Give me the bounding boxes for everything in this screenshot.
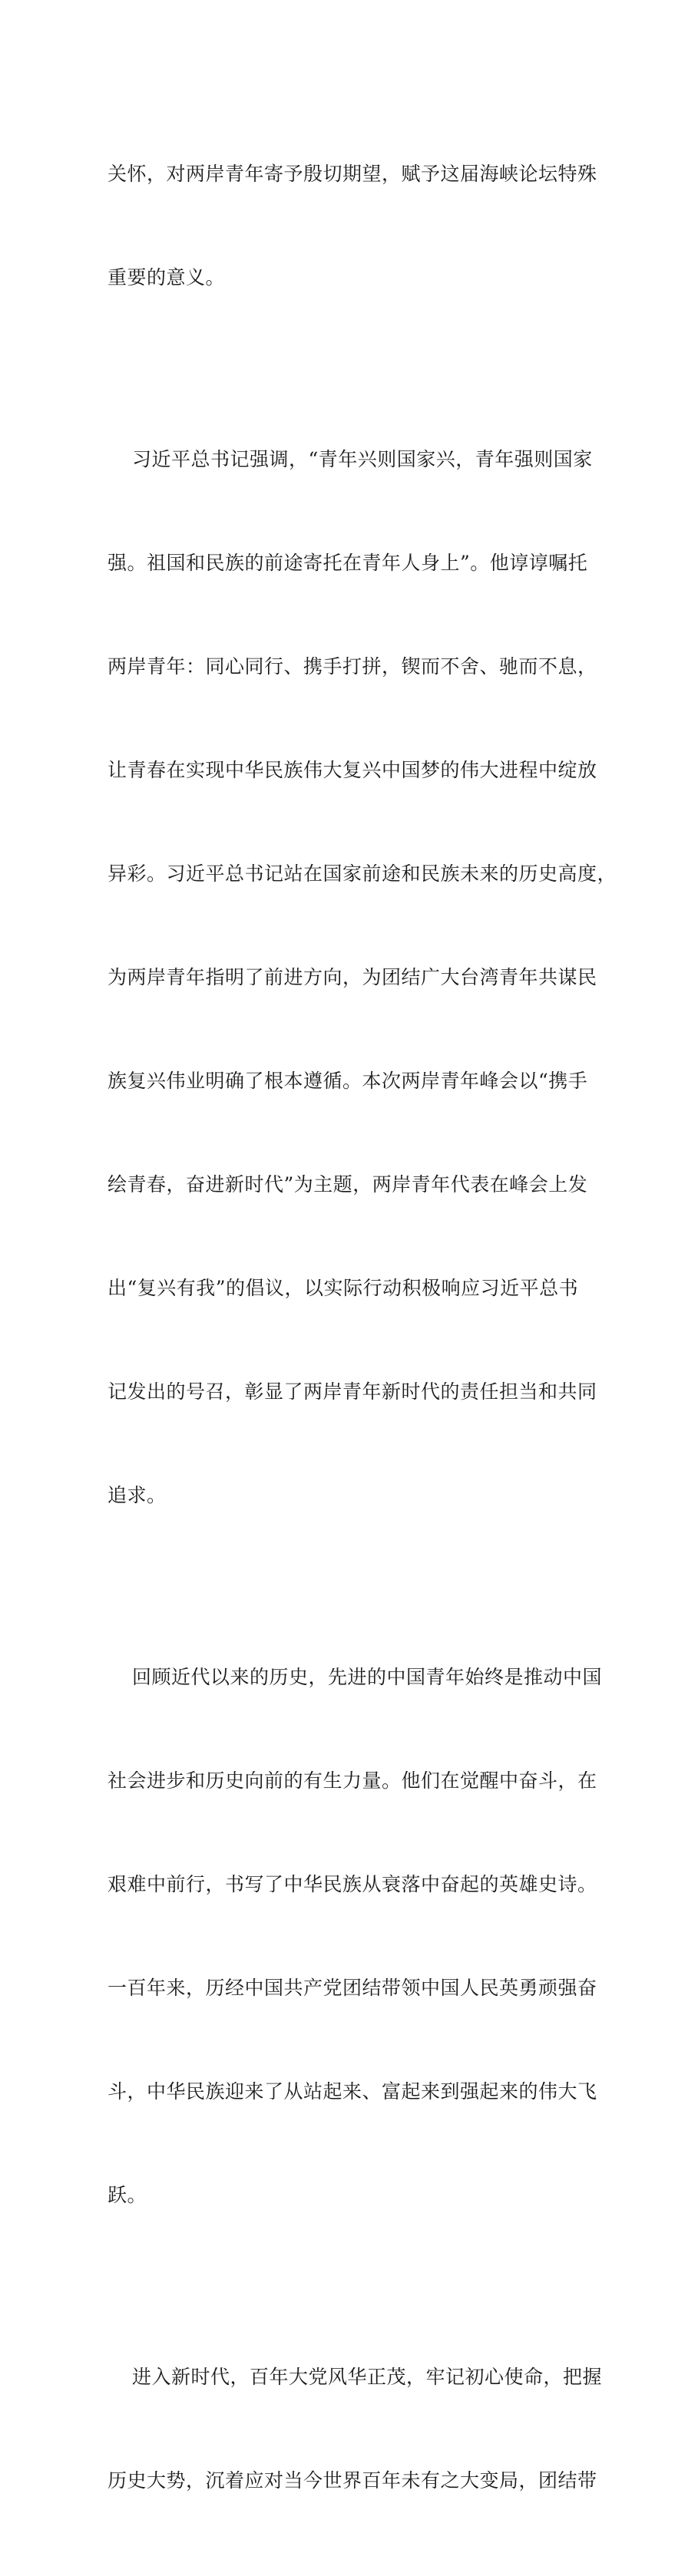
text-line: 为两岸青年指明了前进方向，为团结广大台湾青年共谋民 [108, 966, 597, 988]
paragraph-1 [108, 87, 599, 364]
paragraph-2 [108, 373, 617, 1582]
text-line: 让青春在实现中华民族伟大复兴中国梦的伟大进程中绽放 [108, 759, 597, 781]
text-line: 关怀，对两岸青年寄予殷切期望，赋予这届海峡论坛特殊 [108, 163, 597, 185]
text-line: 斗，中华民族迎来了从站起来、富起来到强起来的伟大飞 [108, 2080, 597, 2103]
paragraph-3 [108, 1591, 603, 2281]
text-line: 追求。 [108, 1484, 167, 1506]
text-line: 重要的意义。 [108, 266, 226, 289]
text-line: 跃。 [108, 2184, 147, 2206]
text-line: 社会进步和历史向前的有生力量。他们在觉醒中奋斗，在 [108, 1770, 597, 1792]
text-line: 回顾近代以来的历史，先进的中国青年始终是推动中国 [132, 1666, 603, 1688]
text-line: 艰难中前行，书写了中华民族从衰落中奋起的英雄史诗。 [108, 1873, 597, 1895]
text-line: 历史大势，沉着应对当今世界百年未有之大变局，团结带 [108, 2469, 597, 2492]
text-line: 出“复兴有我”的倡议，以实际行动积极响应习近平总书 [108, 1277, 579, 1299]
text-line: 两岸青年：同心同行、携手打拼，锲而不舍、驰而不息， [108, 655, 597, 678]
text-line: 强。祖国和民族的前途寄托在青年人身上”。他谆谆嘱托 [108, 552, 588, 574]
text-line: 异彩。习近平总书记站在国家前途和民族未来的历史高度， [108, 863, 617, 885]
body-text [108, 87, 617, 2576]
text-line: 习近平总书记强调，“青年兴则国家兴，青年强则国家 [132, 448, 593, 470]
text-line: 记发出的号召，彰显了两岸青年新时代的责任担当和共同 [108, 1380, 597, 1403]
paragraph-4 [108, 2291, 603, 2567]
text-line: 一百年来，历经中国共产党团结带领中国人民英勇顽强奋 [108, 1977, 597, 1999]
text-line: 进入新时代，百年大党风华正茂，牢记初心使命，把握 [132, 2366, 603, 2388]
text-line: 族复兴伟业明确了根本遵循。本次两岸青年峰会以“携手 [108, 1070, 588, 1092]
text-line: 绘青春，奋进新时代”为主题，两岸青年代表在峰会上发 [108, 1173, 588, 1196]
